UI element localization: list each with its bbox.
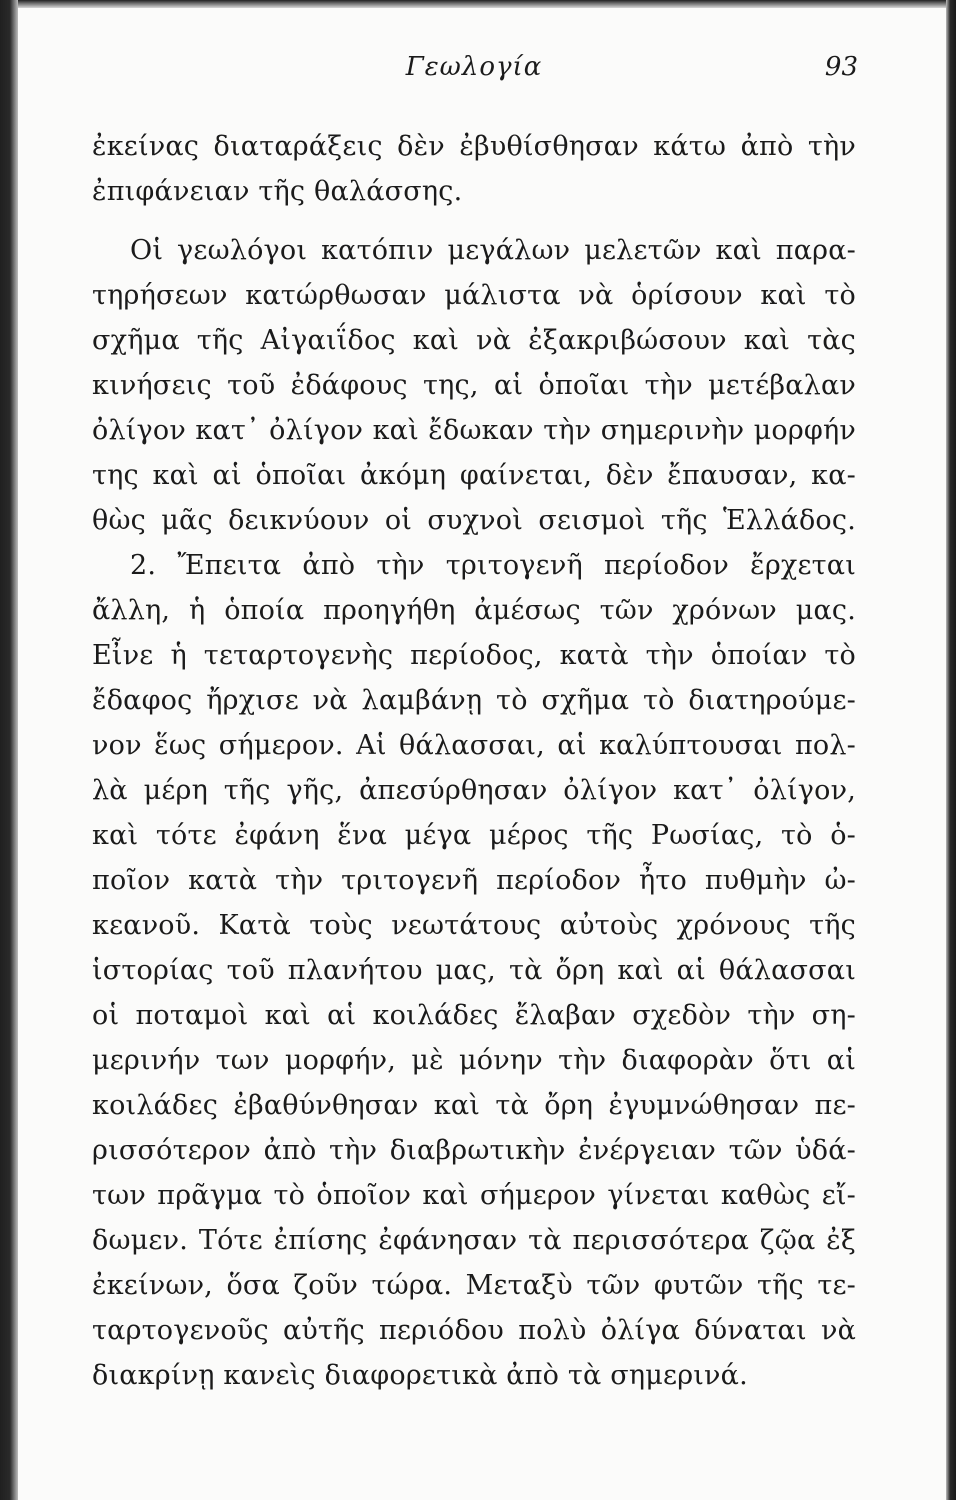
paragraph-3 — [92, 543, 856, 1398]
text-line: σχῆμα τῆς Αἰγαιΐδος καὶ νὰ ἐξακριβώσουν καὶ τὰς — [92, 325, 856, 356]
text-line: ἄλλη, ἡ ὁποία προηγήθη ἀμέσως τῶν χρόνων μας. — [92, 595, 856, 626]
text-line: λὰ μέρη τῆς γῆς, ἀπεσύρθησαν ὀλίγον κατ᾽ ὀλίγον, — [92, 775, 856, 806]
text-line: νον ἕως σήμερον. Αἱ θάλασσαι, αἱ καλύπτουσαι πολ- — [92, 730, 856, 761]
paragraph-2 — [92, 228, 856, 543]
paragraph-1 — [92, 124, 856, 214]
text-line: ἔδαφος ἤρχισε νὰ λαμβάνῃ τὸ σχῆμα τὸ διατηρούμε- — [92, 685, 856, 716]
scan-edge-left — [0, 0, 18, 1500]
text-line: 2. Ἔπειτα ἀπὸ τὴν τριτογενῆ περίοδον ἔρχεται — [130, 550, 856, 581]
page-body — [92, 124, 856, 1398]
text-line: ἐκείνας διαταράξεις δὲν ἐβυθίσθησαν κάτω ἀπὸ τὴν — [92, 131, 856, 162]
text-line: Οἱ γεωλόγοι κατόπιν μεγάλων μελετῶν καὶ παρα- — [130, 235, 856, 266]
page-number: 93 — [824, 52, 858, 82]
text-line: των πρᾶγμα τὸ ὁποῖον καὶ σήμερον γίνεται καθὼς εἴ- — [92, 1180, 856, 1211]
text-line: διακρίνῃ κανεὶς διαφορετικὰ ἀπὸ τὰ σημερινά. — [92, 1360, 748, 1391]
page-header — [90, 52, 858, 92]
text-line: ἐπιφάνειαν τῆς θαλάσσης. — [92, 176, 463, 207]
text-line: τηρήσεων κατώρθωσαν μάλιστα νὰ ὁρίσουν καὶ τὸ — [92, 280, 856, 311]
text-line: δωμεν. Τότε ἐπίσης ἐφάνησαν τὰ περισσότερα ζῷα ἐξ — [92, 1225, 856, 1256]
text-line: οἱ ποταμοὶ καὶ αἱ κοιλάδες ἔλαβαν σχεδὸν τὴν ση- — [92, 1000, 856, 1031]
text-line: της καὶ αἱ ὁποῖαι ἀκόμη φαίνεται, δὲν ἔπαυσαν, κα- — [92, 460, 856, 491]
text-line: κεανοῦ. Κατὰ τοὺς νεωτάτους αὐτοὺς χρόνους τῆς — [92, 910, 856, 941]
text-line: ρισσότερον ἀπὸ τὴν διαβρωτικὴν ἐνέργειαν τῶν ὑδά- — [92, 1135, 856, 1166]
text-line: κινήσεις τοῦ ἐδάφους της, αἱ ὁποῖαι τὴν μετέβαλαν — [92, 370, 856, 401]
scan-edge-right — [946, 0, 956, 1500]
scan-edge-top — [0, 0, 956, 8]
text-line: κοιλάδες ἐβαθύνθησαν καὶ τὰ ὄρη ἐγυμνώθησαν πε- — [92, 1090, 856, 1121]
text-line: μερινήν των μορφήν, μὲ μόνην τὴν διαφορὰν ὅτι αἱ — [92, 1045, 856, 1076]
running-title: Γεωλογία — [405, 52, 543, 82]
text-line: ἱστορίας τοῦ πλανήτου μας, τὰ ὄρη καὶ αἱ θάλασσαι — [92, 955, 856, 986]
text-line: καὶ τότε ἐφάνη ἕνα μέγα μέρος τῆς Ρωσίας, τὸ ὁ- — [92, 820, 856, 851]
text-line: ὀλίγον κατ᾽ ὀλίγον καὶ ἔδωκαν τὴν σημερινὴν μορφήν — [92, 415, 856, 446]
text-line: Εἶνε ἡ τεταρτογενὴς περίοδος, κατὰ τὴν ὁποίαν τὸ — [92, 640, 856, 671]
text-line: ποῖον κατὰ τὴν τριτογενῆ περίοδον ἦτο πυθμὴν ὠ- — [92, 865, 856, 896]
text-line: ἐκείνων, ὅσα ζοῦν τώρα. Μεταξὺ τῶν φυτῶν τῆς τε- — [92, 1270, 856, 1301]
text-line: ταρτογενοῦς αὐτῆς περιόδου πολὺ ὀλίγα δύναται νὰ — [92, 1315, 856, 1346]
text-line: θὼς μᾶς δεικνύουν οἱ συχνοὶ σεισμοὶ τῆς Ἑλλάδος. — [92, 505, 856, 536]
